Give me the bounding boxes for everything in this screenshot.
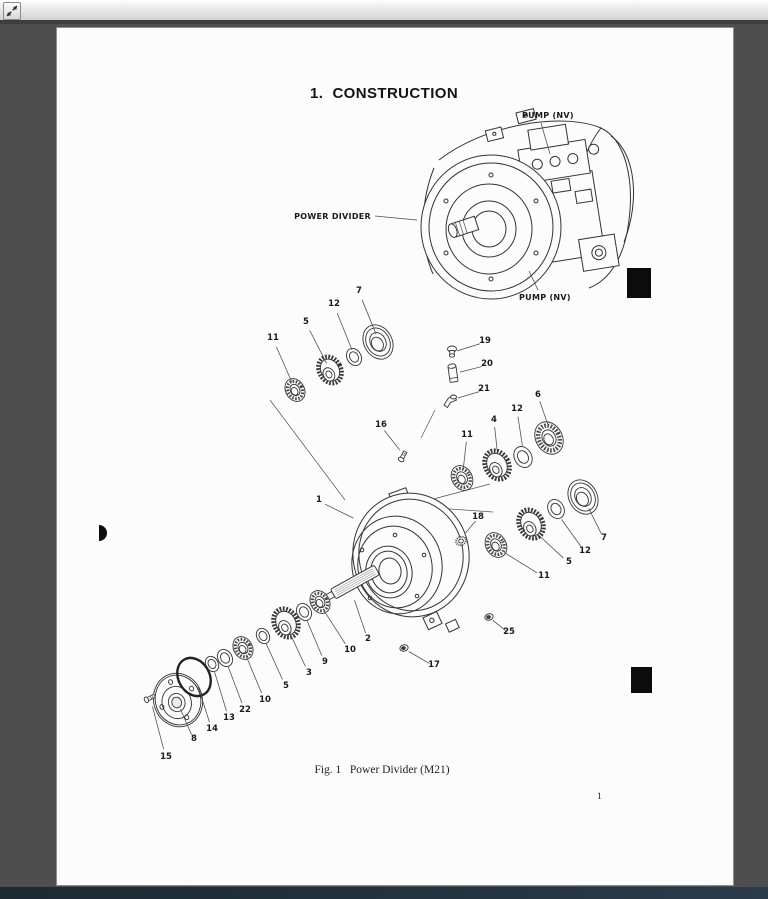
callout-9: 9	[322, 657, 328, 667]
callout-14: 14	[206, 724, 218, 734]
callout-7: 7	[601, 533, 607, 543]
callout-8: 8	[191, 734, 197, 744]
callout-7: 7	[356, 286, 362, 296]
callout-3: 3	[306, 668, 312, 678]
part-ring	[343, 346, 364, 369]
callout-12: 12	[579, 546, 591, 556]
callout-2: 2	[365, 634, 371, 644]
callout-13: 13	[223, 713, 235, 723]
part-cyl	[448, 363, 458, 382]
part-ring	[544, 496, 567, 521]
figure-caption: Fig. 1 Power Divider (M21)	[314, 764, 450, 776]
callout-1: 1	[316, 495, 322, 505]
part-bearing	[447, 462, 477, 495]
taskbar[interactable]	[0, 887, 768, 899]
assembly-label: POWER DIVIDER	[294, 212, 371, 221]
callout-22: 22	[239, 705, 251, 715]
part-plugdark	[484, 613, 494, 621]
redaction-block	[627, 268, 651, 298]
figure-power-divider	[57, 28, 733, 885]
half-disc-mark	[99, 525, 107, 541]
callout-11: 11	[538, 571, 550, 581]
callout-5: 5	[566, 557, 572, 567]
exploded-axis-lines	[270, 400, 493, 512]
callout-10: 10	[259, 695, 271, 705]
callout-11: 11	[267, 333, 279, 343]
part-gear	[513, 505, 548, 543]
document-page	[57, 28, 733, 885]
callout-17: 17	[428, 660, 440, 670]
callout-11: 11	[461, 430, 473, 440]
part-ring	[254, 626, 273, 646]
callout-20: 20	[481, 359, 493, 369]
callout-12: 12	[328, 299, 340, 309]
fit-to-window-button[interactable]	[3, 2, 21, 20]
callout-18: 18	[472, 512, 484, 522]
page-number: 1	[597, 792, 602, 802]
callout-19: 19	[479, 336, 491, 346]
redaction-block	[631, 667, 652, 693]
callout-6: 6	[535, 390, 541, 400]
part-plugdark	[399, 644, 409, 652]
part-bigring	[562, 474, 604, 519]
callout-16: 16	[375, 420, 387, 430]
part-bearing	[481, 529, 511, 562]
assembly-illustration	[421, 109, 634, 299]
callout-25: 25	[503, 627, 515, 637]
assembly-label: PUMP (NV)	[519, 293, 571, 302]
part-bearing	[529, 417, 569, 460]
viewer-toolbar	[0, 0, 768, 24]
callout-5: 5	[283, 681, 289, 691]
part-elbow	[444, 395, 457, 408]
callout-10: 10	[344, 645, 356, 655]
part-gear	[314, 352, 347, 387]
part-ring	[510, 443, 536, 471]
callout-12: 12	[511, 404, 523, 414]
part-bearing	[281, 375, 309, 405]
assembly-label: PUMP (NV)	[522, 111, 574, 120]
part-bigring	[357, 319, 399, 364]
part-bearing	[229, 633, 257, 663]
callout-21: 21	[478, 384, 490, 394]
part-plug	[448, 346, 457, 357]
callout-5: 5	[303, 317, 309, 327]
page-title: 1. CONSTRUCTION	[310, 85, 459, 102]
callout-15: 15	[160, 752, 172, 762]
housing-part-1	[341, 482, 480, 632]
part-bolt	[398, 450, 408, 463]
callout-4: 4	[491, 415, 497, 425]
resize-diagonal-icon	[5, 4, 19, 18]
